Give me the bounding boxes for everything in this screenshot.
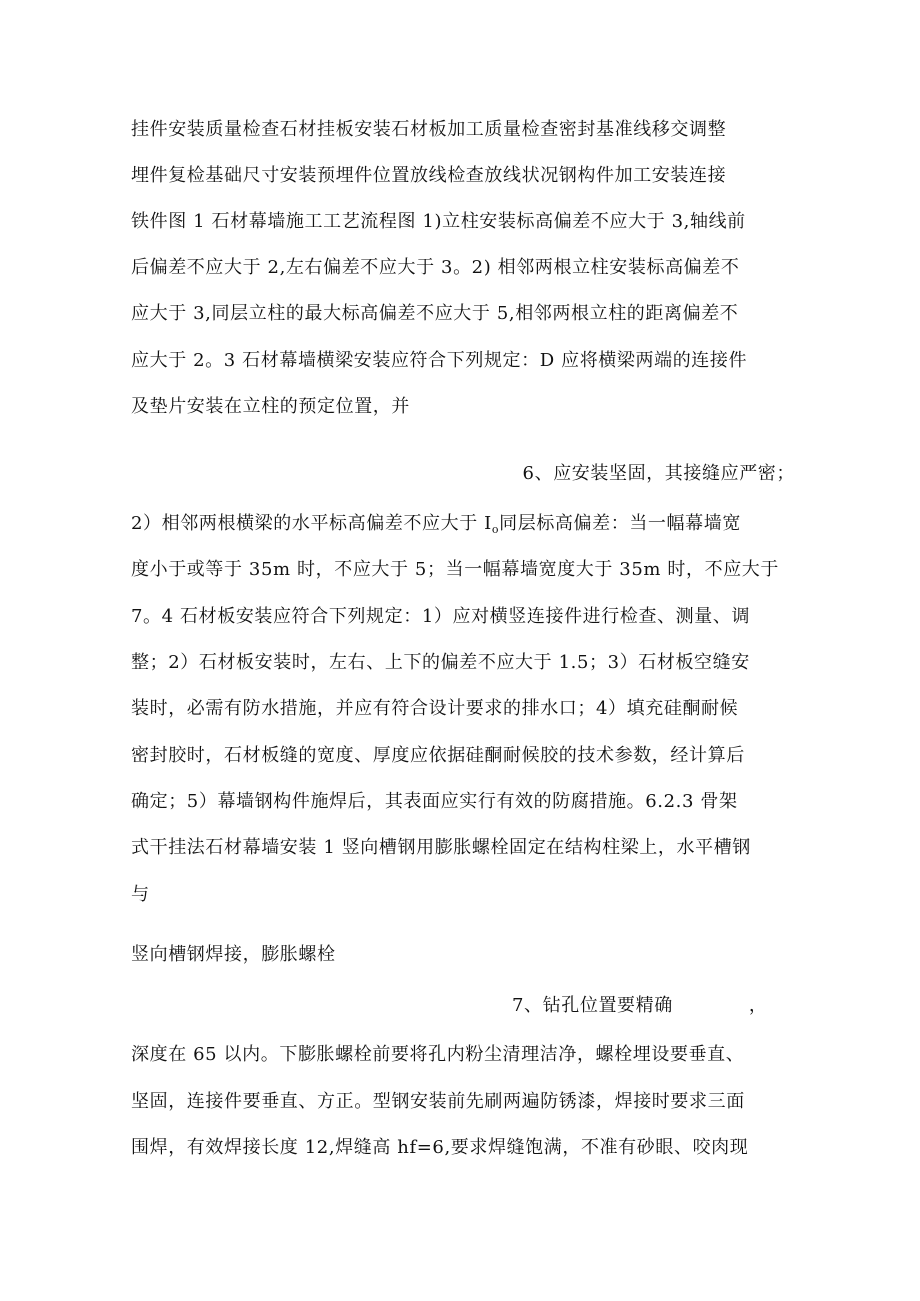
text-line: 竖向槽钢焊接，膨胀螺栓 [131,944,336,965]
text-line: 度小于或等于 35m 时，不应大于 5；当一幅幕墙宽度大于 35m 时，不应大于 [131,559,780,580]
text-line: 确定；5）幕墙钢构件施焊后，其表面应实行有效的防腐措施。6.2.3 骨架 [131,791,738,812]
text-line [131,512,791,542]
text-line: 7。4 石材板安装应符合下列规定：1）应对横竖连接件进行检查、测量、调 [131,606,751,627]
text-line: 应大于 2。3 石材幕墙横梁安装应符合下列规定：D 应将横梁两端的连接件 [131,350,748,371]
subscript: o [491,523,500,536]
text-segment: 同层标高偏差：当一幅幕墙宽 [499,513,741,534]
text-line: 与 [131,884,150,905]
section-heading-6: 6、应安装坚固，其接缝应严密； [522,463,795,484]
text-line: 装时，必需有防水措施，并应有符合设计要求的排水口；4）填充硅酮耐候 [131,698,739,719]
text-line: 深度在 65 以内。下膨胀螺栓前要将孔内粉尘清理洁净，螺栓埋设要垂直、 [131,1044,745,1065]
text-line: 及垫片安装在立柱的预定位置，并 [131,396,410,417]
text-segment: 2）相邻两根横梁的水平标高偏差不应大于 I [131,513,492,534]
section-heading-7 [512,994,767,1018]
heading-comma: ， [748,995,768,1016]
text-line: 挂件安装质量检查石材挂板安装石材板加工质量检查密封基准线移交调整 [131,119,727,140]
text-line: 后偏差不应大于 2,左右偏差不应大于 3。2) 相邻两根立柱安装标高偏差不 [131,257,740,278]
text-line: 坚固，连接件要垂直、方正。型钢安装前先刷两遍防锈漆，焊接时要求三面 [131,1091,745,1112]
text-line: 密封胶时，石材板缝的宽度、厚度应依据硅酮耐候胶的技术参数，经计算后 [131,745,745,766]
text-line: 围焊，有效焊接长度 12,焊缝高 hf=6,要求焊缝饱满，不准有砂眼、咬肉现 [131,1137,749,1158]
text-line: 式干挂法石材幕墙安装 1 竖向槽钢用膨胀螺栓固定在结构柱梁上，水平槽钢 [131,837,751,858]
text-line: 埋件复检基础尺寸安装预埋件位置放线检查放线状况钢构件加工安装连接 [131,165,727,186]
text-line: 应大于 3,同层立柱的最大标高偏差不应大于 5,相邻两根立柱的距离偏差不 [131,303,739,324]
text-line: 铁件图 1 石材幕墙施工工艺流程图 1)立柱安装标高偏差不应大于 3,轴线前 [131,211,746,232]
heading-text: 7、钻孔位置要精确 [512,995,673,1016]
text-line: 整；2）石材板安装时，左右、上下的偏差不应大于 1.5；3）石材板空缝安 [131,652,750,673]
